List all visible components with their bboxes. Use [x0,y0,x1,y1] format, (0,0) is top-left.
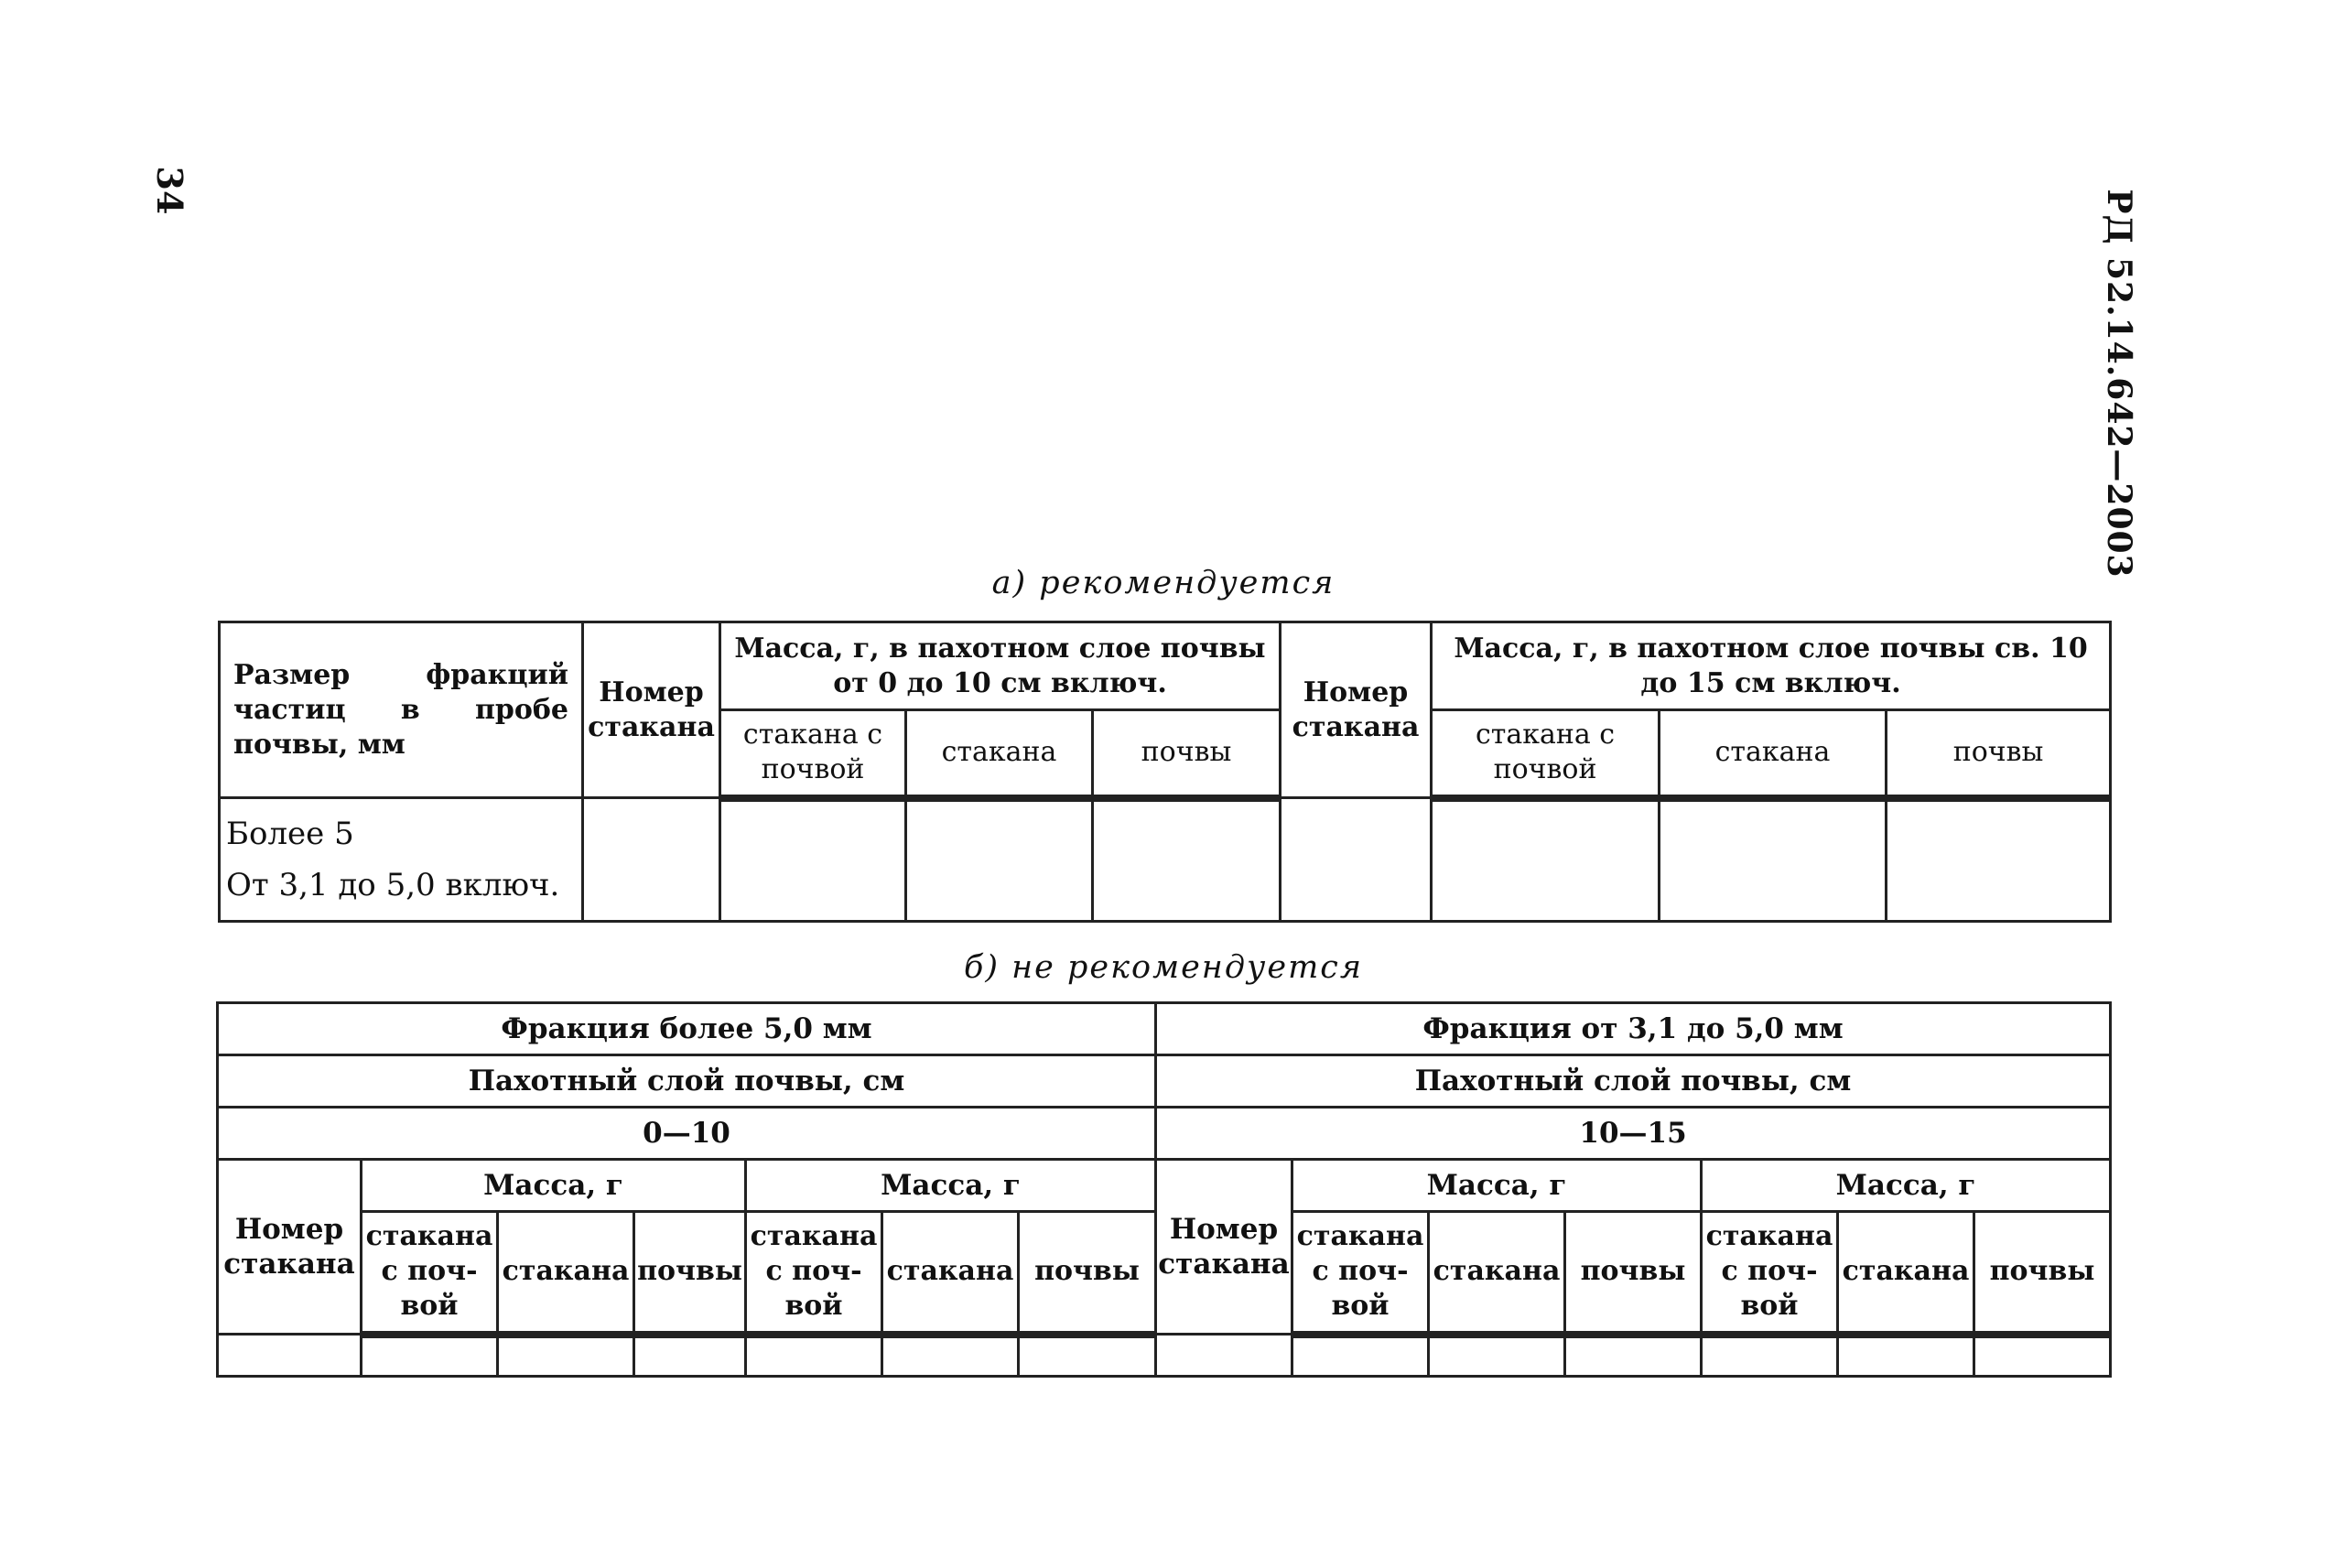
header-arable-layer: Пахотный слой почвы, см [218,1055,1156,1108]
table-cell [634,1335,746,1377]
header-fraction-over-5: Фракция более 5,0 мм [218,1003,1156,1055]
table-cell [1019,1335,1156,1377]
header-cup-with-soil: стакана с поч-вой [1702,1212,1838,1335]
header-mass-10-15: Масса, г, в пахотном слое почвы св. 10 до 15 см включ. [1432,622,2111,710]
header-cup-number: Номер стакана [1156,1160,1292,1335]
document-code: РД 52.14.642—2003 [2100,189,2138,579]
header-depth-0-10: 0—10 [218,1108,1156,1160]
table-cell [1429,1335,1565,1377]
header-soil: почвы [1019,1212,1156,1335]
header-soil: почвы [634,1212,746,1335]
row-labels [220,798,583,922]
header-mass: Масса, г [746,1160,1156,1212]
header-mass: Масса, г [362,1160,746,1212]
table-cell [218,1335,362,1377]
table-cell [906,798,1093,922]
table-cell [1887,798,2111,922]
table-recommended [218,621,2112,923]
table-cell [1660,798,1887,922]
row-label-more-than-5: Более 5 [226,816,354,852]
header-cup-number: Номер стакана [218,1160,362,1335]
header-cup-with-soil: стакана с почвой [720,710,906,798]
header-cup: стакана [906,710,1093,798]
header-cup-with-soil: стакана с почвой [1432,710,1660,798]
header-soil: почвы [1565,1212,1702,1335]
row-label-3-1-to-5-0: От 3,1 до 5,0 включ. [226,867,560,903]
header-soil: почвы [1093,710,1281,798]
table-b-caption: б) не рекомендуется [963,949,1364,986]
table-cell [1702,1335,1838,1377]
table-cell [1432,798,1660,922]
table-not-recommended [216,1001,2112,1378]
table-cell [882,1335,1019,1377]
table-cell [1093,798,1281,922]
header-cup: стакана [1838,1212,1974,1335]
table-cell [1281,798,1432,922]
header-cup-number: Номер стакана [1281,622,1432,798]
header-cup-with-soil: стакана с поч-вой [362,1212,498,1335]
header-fraction-size: Размер фракций частиц в пробе почвы, мм [220,622,583,798]
table-cell [583,798,720,922]
table-cell [1292,1335,1429,1377]
table-cell [1974,1335,2111,1377]
header-cup: стакана [1660,710,1887,798]
header-cup-with-soil: стакана с поч-вой [746,1212,882,1335]
header-soil: почвы [1887,710,2111,798]
header-mass: Масса, г [1702,1160,2111,1212]
header-cup: стакана [498,1212,634,1335]
header-cup-number: Номер стакана [583,622,720,798]
table-cell [720,798,906,922]
header-soil: почвы [1974,1212,2111,1335]
header-mass-0-10: Масса, г, в пахотном слое почвы от 0 до 10 см включ. [720,622,1281,710]
header-cup-with-soil: стакана с поч-вой [1292,1212,1429,1335]
table-cell [498,1335,634,1377]
table-cell [746,1335,882,1377]
header-fraction-3-1-to-5: Фракция от 3,1 до 5,0 мм [1156,1003,2111,1055]
header-depth-10-15: 10—15 [1156,1108,2111,1160]
table-a-caption: а) рекомендуется [991,565,1336,601]
table-cell [1838,1335,1974,1377]
page-number: 34 [149,166,190,215]
header-mass: Масса, г [1292,1160,1702,1212]
header-cup: стакана [882,1212,1019,1335]
header-cup: стакана [1429,1212,1565,1335]
table-cell [362,1335,498,1377]
table-cell [1565,1335,1702,1377]
table-cell [1156,1335,1292,1377]
header-arable-layer: Пахотный слой почвы, см [1156,1055,2111,1108]
